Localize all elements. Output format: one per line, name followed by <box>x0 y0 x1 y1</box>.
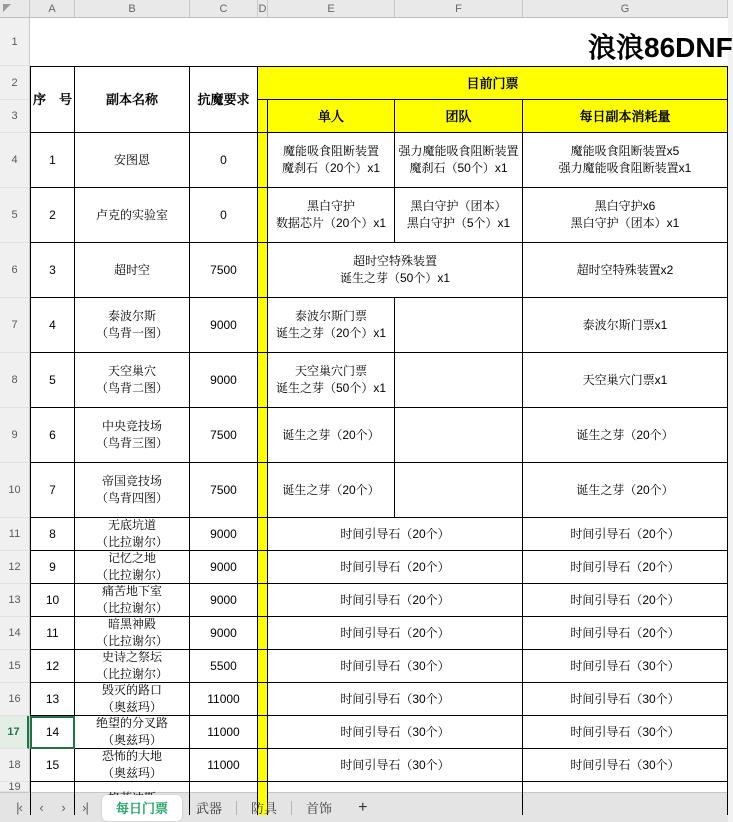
cell-dungeon-name[interactable]: 记忆之地 （比拉谢尔） <box>75 551 190 584</box>
table-row <box>30 408 728 463</box>
cell-dungeon-name[interactable]: 暗黑神殿 （比拉谢尔） <box>75 617 190 650</box>
table-row <box>30 617 728 650</box>
cell-yellow-stripe[interactable] <box>258 408 268 463</box>
header-anti-magic[interactable]: 抗魔要求 <box>190 66 258 133</box>
cell-seq[interactable]: 15 <box>30 749 75 782</box>
cell-solo-ticket[interactable]: 魔能吸食阻断装置 魔刹石（20个）x1 <box>268 133 395 188</box>
row-header-17[interactable]: 17 <box>0 716 29 749</box>
table-row <box>30 243 728 298</box>
cell-seq[interactable]: 11 <box>30 617 75 650</box>
row-header-16[interactable]: 16 <box>0 683 29 716</box>
cell-solo-ticket[interactable]: 黑白守护 数据芯片（20个）x1 <box>268 188 395 243</box>
cell-anti-magic[interactable]: 9000 <box>190 617 258 650</box>
table-row <box>30 518 728 551</box>
column-header-D[interactable]: D <box>258 0 268 17</box>
row-header-6[interactable]: 6 <box>0 243 29 298</box>
row-header-14[interactable]: 14 <box>0 617 29 650</box>
cell-anti-magic[interactable]: 5500 <box>190 650 258 683</box>
cell-yellow-stripe[interactable] <box>258 749 268 782</box>
cell-team-ticket[interactable] <box>395 353 523 408</box>
table-row <box>30 463 728 518</box>
cell-anti-magic[interactable]: 0 <box>190 188 258 243</box>
cell-dungeon-name[interactable]: 毁灭的路口 （奥兹玛） <box>75 683 190 716</box>
row-header-column <box>0 18 30 792</box>
cell-dungeon-name[interactable]: 超时空 <box>75 243 190 298</box>
table-row <box>30 749 728 782</box>
cell-team-ticket[interactable]: 强力魔能吸食阻断装置 魔刹石（50个）x1 <box>395 133 523 188</box>
cell-team-ticket[interactable] <box>395 298 523 353</box>
cell-daily-consumption[interactable]: 时间引导石（20个） <box>523 584 728 617</box>
column-header-B[interactable]: B <box>75 0 190 17</box>
table-row <box>30 353 728 408</box>
cell-daily-consumption[interactable]: 时间引导石（30个） <box>523 683 728 716</box>
cell-anti-magic[interactable]: 11000 <box>190 749 258 782</box>
cell-dungeon-name[interactable]: 帝国竞技场 （鸟背四图） <box>75 463 190 518</box>
title-row <box>30 18 733 66</box>
cell-ticket[interactable]: 时间引导石（30个） <box>268 716 523 749</box>
cell-ticket[interactable]: 时间引导石（20个） <box>268 617 523 650</box>
cell-anti-magic[interactable]: 7500 <box>190 408 258 463</box>
table-body <box>30 133 728 782</box>
cell-yellow-stripe[interactable] <box>258 650 268 683</box>
cell-dungeon-name[interactable]: 痛苦地下室 （比拉谢尔） <box>75 584 190 617</box>
cell-seq[interactable]: 8 <box>30 518 75 551</box>
cell-seq[interactable]: 4 <box>30 298 75 353</box>
last-sheet-icon[interactable]: ›| <box>82 800 88 815</box>
cell-yellow-stripe[interactable] <box>258 298 268 353</box>
table-header <box>30 66 728 133</box>
cell-seq[interactable]: 2 <box>30 188 75 243</box>
cell-team-ticket[interactable]: 黑白守护（团本） 黑白守护（5个）x1 <box>395 188 523 243</box>
table-row <box>30 133 728 188</box>
cell-anti-magic[interactable]: 11000 <box>190 683 258 716</box>
cell-anti-magic[interactable]: 9000 <box>190 353 258 408</box>
cell-dungeon-name[interactable]: 中央竞技场 （鸟背三图） <box>75 408 190 463</box>
column-header-G[interactable]: G <box>523 0 728 17</box>
header-current-tickets[interactable]: 目前门票 <box>258 66 728 100</box>
cell-team-ticket[interactable] <box>395 408 523 463</box>
cell-yellow-stripe[interactable] <box>258 617 268 650</box>
table-row <box>30 298 728 353</box>
cell-solo-ticket[interactable]: 诞生之芽（20个） <box>268 408 395 463</box>
row-header-9[interactable]: 9 <box>0 408 29 463</box>
cell-yellow-stripe[interactable] <box>258 463 268 518</box>
row-header-12[interactable]: 12 <box>0 551 29 584</box>
row-header-2[interactable]: 2 <box>0 66 29 100</box>
row-header-11[interactable]: 11 <box>0 518 29 551</box>
cell-anti-magic[interactable]: 9000 <box>190 518 258 551</box>
row-header-19[interactable]: 19 <box>0 782 29 792</box>
cell-dungeon-name[interactable]: 恐怖的大地 （奥兹玛） <box>75 749 190 782</box>
table-row <box>30 650 728 683</box>
cell-seq[interactable]: 1 <box>30 133 75 188</box>
header-team[interactable]: 团队 <box>395 100 523 133</box>
row-header-10[interactable]: 10 <box>0 463 29 518</box>
cell-seq[interactable]: 9 <box>30 551 75 584</box>
cell-ticket[interactable]: 超时空特殊装置 诞生之芽（50个）x1 <box>268 243 523 298</box>
cell-anti-magic[interactable]: 7500 <box>190 463 258 518</box>
cell-yellow-stripe[interactable] <box>258 683 268 716</box>
table-row <box>30 716 728 749</box>
row-header-18[interactable]: 18 <box>0 749 29 782</box>
column-header-F[interactable]: F <box>395 0 523 17</box>
cell-dungeon-name[interactable]: 天空巢穴 （鸟背二图） <box>75 353 190 408</box>
cell-anti-magic[interactable]: 11000 <box>190 716 258 749</box>
cell-ticket[interactable]: 时间引导石（30个） <box>268 749 523 782</box>
cell-daily-consumption[interactable]: 魔能吸食阻断装置x5 强力魔能吸食阻断装置x1 <box>523 133 728 188</box>
row-header-15[interactable]: 15 <box>0 650 29 683</box>
header-dungeon-name[interactable]: 副本名称 <box>75 66 190 133</box>
cell-daily-consumption[interactable]: 诞生之芽（20个） <box>523 463 728 518</box>
next-sheet-icon[interactable]: › <box>61 800 65 815</box>
tab-weapons[interactable]: 武器 <box>196 801 223 816</box>
cell-solo-ticket[interactable]: 泰波尔斯门票 诞生之芽（20个）x1 <box>268 298 395 353</box>
cell-daily-consumption[interactable]: 诞生之芽（20个） <box>523 408 728 463</box>
cell-seq[interactable]: 14 <box>30 716 75 749</box>
cell-ticket[interactable]: 时间引导石（30个） <box>268 650 523 683</box>
cell-yellow-stripe[interactable] <box>258 243 268 298</box>
select-all-icon <box>3 4 11 12</box>
cell-yellow-stripe[interactable] <box>258 551 268 584</box>
header-daily-consumption[interactable]: 每日副本消耗量 <box>523 100 728 133</box>
tab-armor[interactable]: 防具 <box>251 801 278 816</box>
cell-dungeon-name[interactable]: 泰波尔斯 （鸟背一图） <box>75 298 190 353</box>
cell-daily-consumption[interactable]: 黑白守护x6 黑白守护（团本）x1 <box>523 188 728 243</box>
header-solo[interactable]: 单人 <box>268 100 395 133</box>
cell-dungeon-name[interactable]: 无底坑道 （比拉谢尔） <box>75 518 190 551</box>
cell-daily-consumption[interactable]: 时间引导石（20个） <box>523 551 728 584</box>
cell-anti-magic[interactable]: 9000 <box>190 551 258 584</box>
cell-solo-ticket[interactable]: 天空巢穴门票 诞生之芽（50个）x1 <box>268 353 395 408</box>
cell-daily-consumption[interactable]: 泰波尔斯门票x1 <box>523 298 728 353</box>
table-row <box>30 551 728 584</box>
cell-dungeon-name[interactable]: 卢克的实验室 <box>75 188 190 243</box>
sheet-nav <box>0 800 102 815</box>
cell-ticket[interactable]: 时间引导石（20个） <box>268 551 523 584</box>
row-header-3[interactable]: 3 <box>0 100 29 133</box>
cell-seq[interactable]: 7 <box>30 463 75 518</box>
cell-daily-consumption[interactable]: 天空巢穴门票x1 <box>523 353 728 408</box>
cell-anti-magic[interactable]: 7500 <box>190 243 258 298</box>
column-header-strip <box>0 0 728 18</box>
header-seq[interactable]: 序 号 <box>30 66 75 133</box>
cell-daily-consumption[interactable]: 超时空特殊装置x2 <box>523 243 728 298</box>
tab-jewelry[interactable]: 首饰 <box>306 801 333 816</box>
cell-dungeon-name[interactable]: 安图恩 <box>75 133 190 188</box>
row-header-4[interactable]: 4 <box>0 133 29 188</box>
cell-seq[interactable]: 10 <box>30 584 75 617</box>
cell-yellow-stripe[interactable] <box>258 188 268 243</box>
cell-yellow-stripe[interactable] <box>258 353 268 408</box>
cell-daily-consumption[interactable]: 时间引导石（30个） <box>523 749 728 782</box>
row-header-5[interactable]: 5 <box>0 188 29 243</box>
cell-daily-consumption[interactable]: 时间引导石（20个） <box>523 617 728 650</box>
cell-daily-consumption[interactable] <box>523 782 728 815</box>
cell-ticket[interactable]: 时间引导石（30个） <box>268 683 523 716</box>
row-header-7[interactable]: 7 <box>0 298 29 353</box>
cell-seq[interactable]: 3 <box>30 243 75 298</box>
table-row <box>30 683 728 716</box>
row-header-8[interactable]: 8 <box>0 353 29 408</box>
first-sheet-icon[interactable]: |‹ <box>16 800 22 815</box>
header-spacer-cell[interactable] <box>258 100 268 133</box>
cell-yellow-stripe[interactable] <box>258 716 268 749</box>
cell-anti-magic[interactable]: 0 <box>190 133 258 188</box>
column-header-A[interactable]: A <box>30 0 75 17</box>
table-row <box>30 188 728 243</box>
cell-anti-magic[interactable]: 9000 <box>190 584 258 617</box>
row-header-13[interactable]: 13 <box>0 584 29 617</box>
cell-seq[interactable]: 6 <box>30 408 75 463</box>
cell-ticket[interactable]: 时间引导石（20个） <box>268 518 523 551</box>
cell-ticket[interactable]: 时间引导石（20个） <box>268 584 523 617</box>
cell-anti-magic[interactable]: 9000 <box>190 298 258 353</box>
cell-yellow-stripe[interactable] <box>258 518 268 551</box>
prev-sheet-icon[interactable]: ‹ <box>39 800 43 815</box>
column-header-E[interactable]: E <box>268 0 395 17</box>
cell-daily-consumption[interactable]: 时间引导石（20个） <box>523 518 728 551</box>
cell-seq[interactable]: 5 <box>30 353 75 408</box>
cell-dungeon-name[interactable]: 绝望的分叉路 （奥兹玛） <box>75 716 190 749</box>
table-row <box>30 584 728 617</box>
partial-row <box>30 782 728 792</box>
cell-solo-ticket[interactable]: 诞生之芽（20个） <box>268 463 395 518</box>
cell-seq[interactable]: 12 <box>30 650 75 683</box>
tab-daily-tickets[interactable]: 每日门票 <box>102 795 182 821</box>
cell-daily-consumption[interactable]: 时间引导石（30个） <box>523 716 728 749</box>
cell-daily-consumption[interactable]: 时间引导石（30个） <box>523 650 728 683</box>
cell-yellow-stripe[interactable] <box>258 584 268 617</box>
row-header-1[interactable]: 1 <box>0 18 29 66</box>
cell-yellow-stripe[interactable] <box>258 133 268 188</box>
select-all-corner[interactable] <box>0 0 30 17</box>
cell-team-ticket[interactable] <box>395 463 523 518</box>
add-sheet-button[interactable]: + <box>358 798 368 816</box>
sheet-title: 浪浪86DNF <box>588 32 733 63</box>
cell-seq[interactable]: 13 <box>30 683 75 716</box>
column-header-C[interactable]: C <box>190 0 258 17</box>
cell-dungeon-name[interactable]: 史诗之祭坛 （比拉谢尔） <box>75 650 190 683</box>
